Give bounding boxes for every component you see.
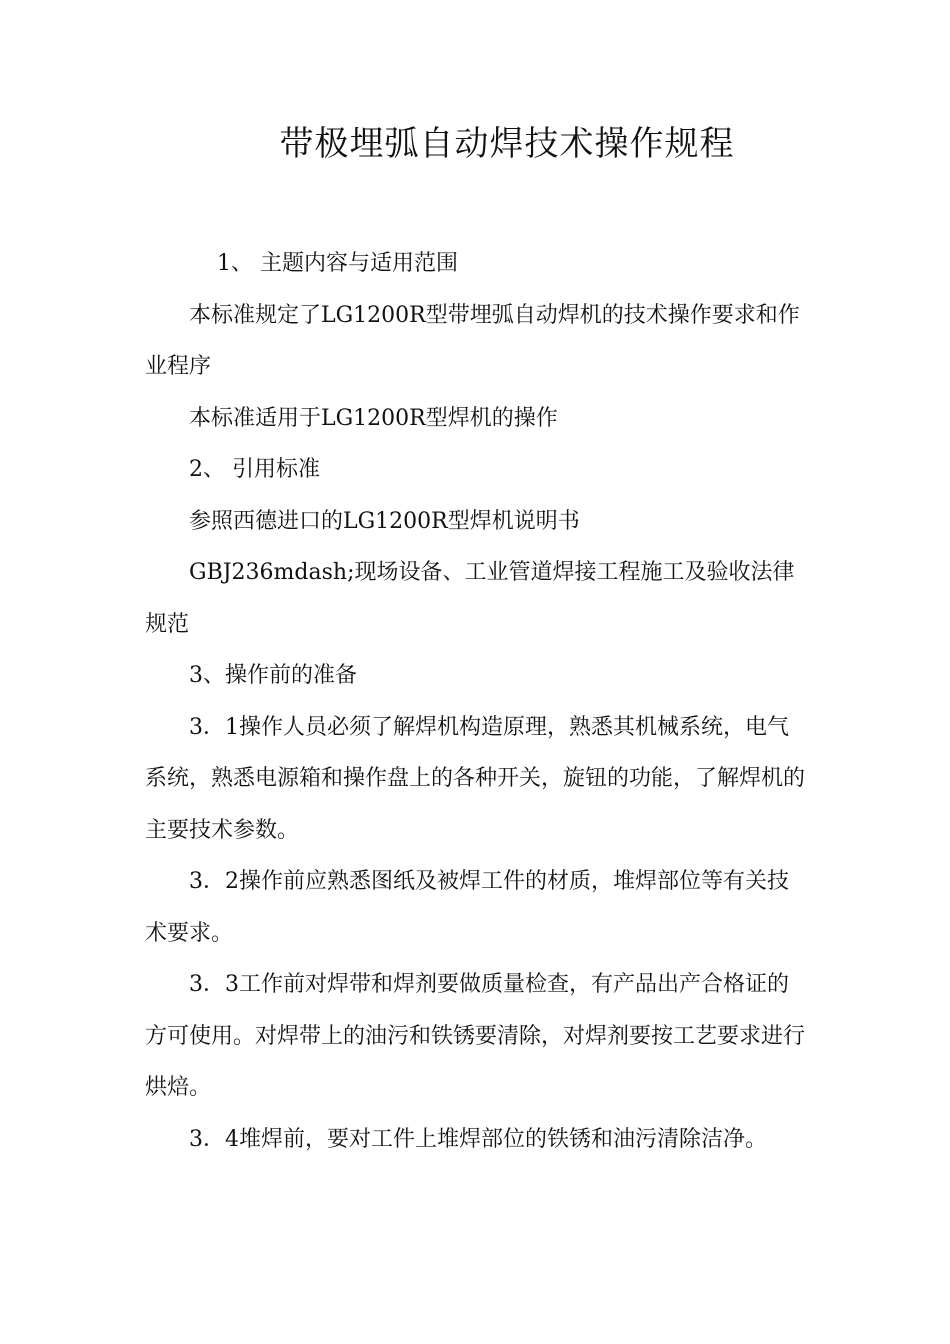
paragraph-3-1: 3．1操作人员必须了解焊机构造原理，熟悉其机械系统，电气系统，熟悉电源箱和操作盘上的各种开关，旋钮的功能，了解焊机的主要技术参数。 xyxy=(145,714,806,843)
paragraph-3-4: 3．4堆焊前，要对工件上堆焊部位的铁锈和油污清除洁净。 xyxy=(189,1126,767,1152)
paragraph-reference-standard: GBJ236mdash;现场设备、工业管道焊接工程施工及验收法律规范 xyxy=(145,560,795,637)
document-body xyxy=(145,238,805,1165)
document-title: 带极埋弧自动焊技术操作规程 xyxy=(279,124,735,164)
section-heading-1: 1、 主题内容与适用范围 xyxy=(217,251,458,276)
paragraph-applicability: 本标准适用于LG1200R型焊机的操作 xyxy=(189,405,558,431)
section-heading-2: 2、 引用标准 xyxy=(189,457,320,482)
paragraph-3-3: 3．3工作前对焊带和焊剂要做质量检查，有产品出产合格证的方可使用。对焊带上的油污和铁锈要清除，对焊剂要按工艺要求进行烘焙。 xyxy=(145,972,806,1100)
paragraph-scope: 本标准规定了LG1200R型带埋弧自动焊机的技术操作要求和作业程序 xyxy=(145,302,800,379)
section-heading-3: 3、操作前的准备 xyxy=(189,663,357,688)
paragraph-3-2: 3．2操作前应熟悉图纸及被焊工件的材质，堆焊部位等有关技术要求。 xyxy=(145,869,789,946)
paragraph-reference-manual: 参照西德进口的LG1200R型焊机说明书 xyxy=(189,508,580,534)
